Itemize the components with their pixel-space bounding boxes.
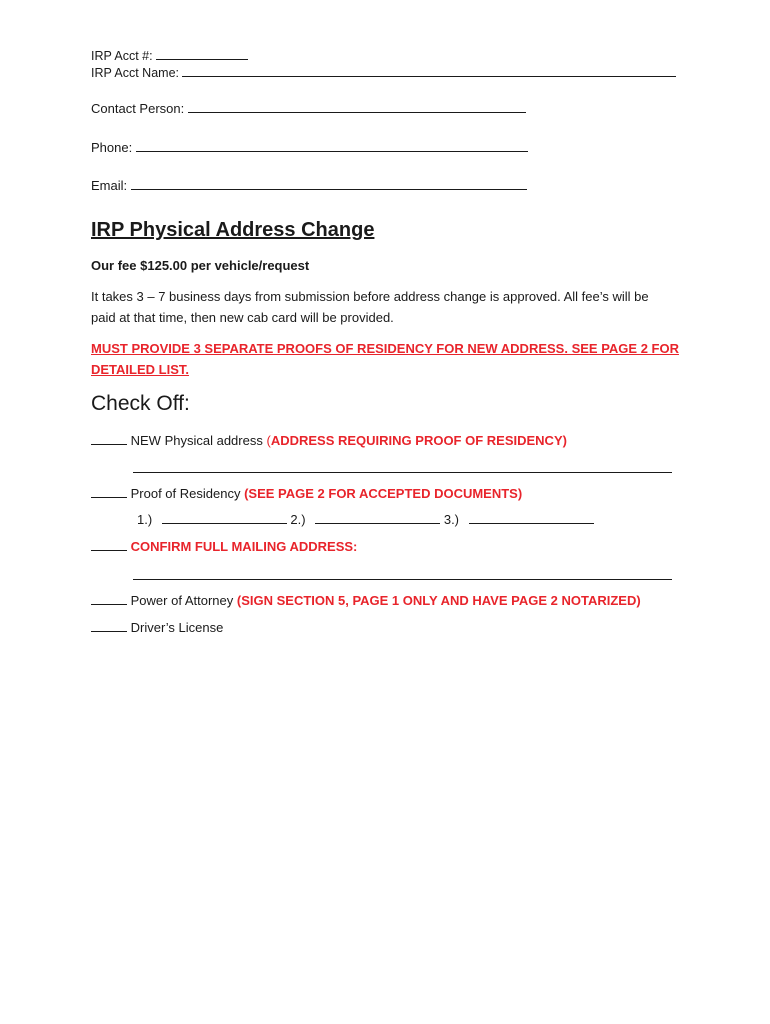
new-address-checkbox[interactable] — [91, 433, 127, 445]
poa-checkbox[interactable] — [91, 593, 127, 605]
proof-1-field[interactable] — [162, 512, 287, 524]
proof-checkbox[interactable] — [91, 486, 127, 498]
email-label: Email: — [91, 178, 128, 193]
warning-line-1: MUST PROVIDE 3 SEPARATE PROOFS OF RESIDENCY FOR NEW ADDRESS. SEE PAGE 2 FOR — [91, 341, 679, 356]
proof-2-label: 2.) — [290, 512, 306, 527]
warning-line-2: DETAILED LIST. — [91, 362, 189, 377]
page-title: IRP Physical Address Change — [91, 219, 375, 241]
phone-row — [91, 140, 528, 155]
new-address-paren: ( — [266, 433, 271, 448]
checkoff-heading: Check Off: — [91, 392, 190, 415]
phone-label: Phone: — [91, 140, 133, 155]
proof-3-field[interactable] — [469, 512, 594, 524]
poa-label: Power of Attorney — [130, 593, 234, 608]
acct-number-field[interactable] — [156, 48, 248, 60]
mailing-note: CONFIRM FULL MAILING ADDRESS: — [130, 539, 358, 554]
proof-2-field[interactable] — [315, 512, 440, 524]
acct-number-label: IRP Acct #: — [91, 49, 153, 63]
new-address-line[interactable] — [133, 460, 672, 478]
new-address-note: ADDRESS REQUIRING PROOF OF RESIDENCY) — [270, 433, 567, 448]
license-row — [91, 620, 223, 635]
acct-name-field[interactable] — [182, 65, 676, 77]
new-address-label: NEW Physical address — [130, 433, 263, 448]
proof-label: Proof of Residency — [130, 486, 241, 501]
phone-field[interactable] — [136, 140, 528, 152]
proof-note: (SEE PAGE 2 FOR ACCEPTED DOCUMENTS) — [244, 486, 523, 501]
proof-items-row — [137, 512, 594, 527]
proof-3-label: 3.) — [443, 512, 460, 527]
contact-field[interactable] — [188, 101, 526, 113]
fee-text: Our fee $125.00 per vehicle/request — [91, 258, 310, 273]
acct-number-row — [91, 48, 248, 63]
license-checkbox[interactable] — [91, 620, 127, 632]
contact-label: Contact Person: — [91, 101, 185, 116]
body-line-1: It takes 3 – 7 business days from submission before address change is approved. All fee’s will be — [91, 289, 649, 304]
proof-1-label: 1.) — [137, 512, 153, 527]
contact-row — [91, 101, 526, 116]
proof-row — [91, 486, 522, 501]
mailing-checkbox[interactable] — [91, 539, 127, 551]
mailing-row — [91, 539, 357, 554]
acct-name-row — [91, 65, 676, 80]
email-field[interactable] — [131, 178, 527, 190]
email-row — [91, 178, 527, 193]
mailing-line[interactable] — [133, 567, 672, 585]
license-label: Driver’s License — [130, 620, 224, 635]
poa-row — [91, 593, 641, 608]
new-address-row — [91, 433, 567, 448]
acct-name-label: IRP Acct Name: — [91, 66, 179, 80]
poa-note: (SIGN SECTION 5, PAGE 1 ONLY AND HAVE PAGE 2 NOTARIZED) — [236, 593, 641, 608]
body-line-2: paid at that time, then new cab card will be provided. — [91, 310, 394, 325]
